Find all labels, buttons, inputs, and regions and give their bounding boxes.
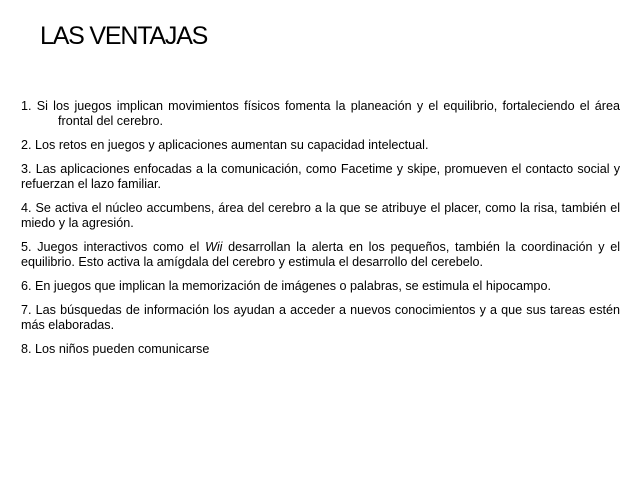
item-text: En juegos que implican la memorización de imágenes o palabras, se estimula el hipocampo. (35, 279, 551, 293)
list-item-4 (21, 201, 620, 231)
item-number: 3. (21, 162, 32, 176)
item-text-before: Juegos interactivos como el (37, 240, 200, 254)
item-number: 1. (21, 99, 32, 113)
item-number: 2. (21, 138, 32, 152)
list-item-2 (21, 138, 620, 153)
list-item-1 (21, 99, 620, 129)
item-number: 4. (21, 201, 32, 215)
slide-title: LAS VENTAJAS (40, 22, 208, 50)
item-number: 6. (21, 279, 32, 293)
item-text-after: desarrollan la alerta en los pequeños, también la coordinación y el equilibrio. Esto activa la amígdala del cerebro y estimula el desarrollo del cerebelo. (21, 240, 621, 269)
item-text: Se activa el núcleo accumbens, área del cerebro a la que se atribuye el placer, como la risa, también el miedo y la agresión. (21, 201, 621, 230)
item-text: Los niños pueden comunicarse (35, 342, 210, 356)
item-number: 7. (21, 303, 32, 317)
advantages-list (21, 99, 620, 366)
list-item-6 (21, 279, 620, 294)
item-text: Si los juegos implican movimientos físicos fomenta la planeación y el equilibrio, fortaleciendo el área frontal del cerebro. (36, 99, 620, 128)
item-emphasis: Wii (205, 240, 223, 254)
item-text: Las aplicaciones enfocadas a la comunicación, como Facetime y skipe, promueven el contacto social y refuerzan el lazo familiar. (21, 162, 620, 191)
list-item-7 (21, 303, 620, 333)
item-number: 5. (21, 240, 32, 254)
list-item-5 (21, 240, 620, 270)
list-item-8 (21, 342, 620, 357)
item-text: Los retos en juegos y aplicaciones aumentan su capacidad intelectual. (35, 138, 429, 152)
item-number: 8. (21, 342, 32, 356)
list-item-3 (21, 162, 620, 192)
item-text: Las búsquedas de información los ayudan a acceder a nuevos conocimientos y a que sus tareas estén más elaboradas. (21, 303, 620, 332)
